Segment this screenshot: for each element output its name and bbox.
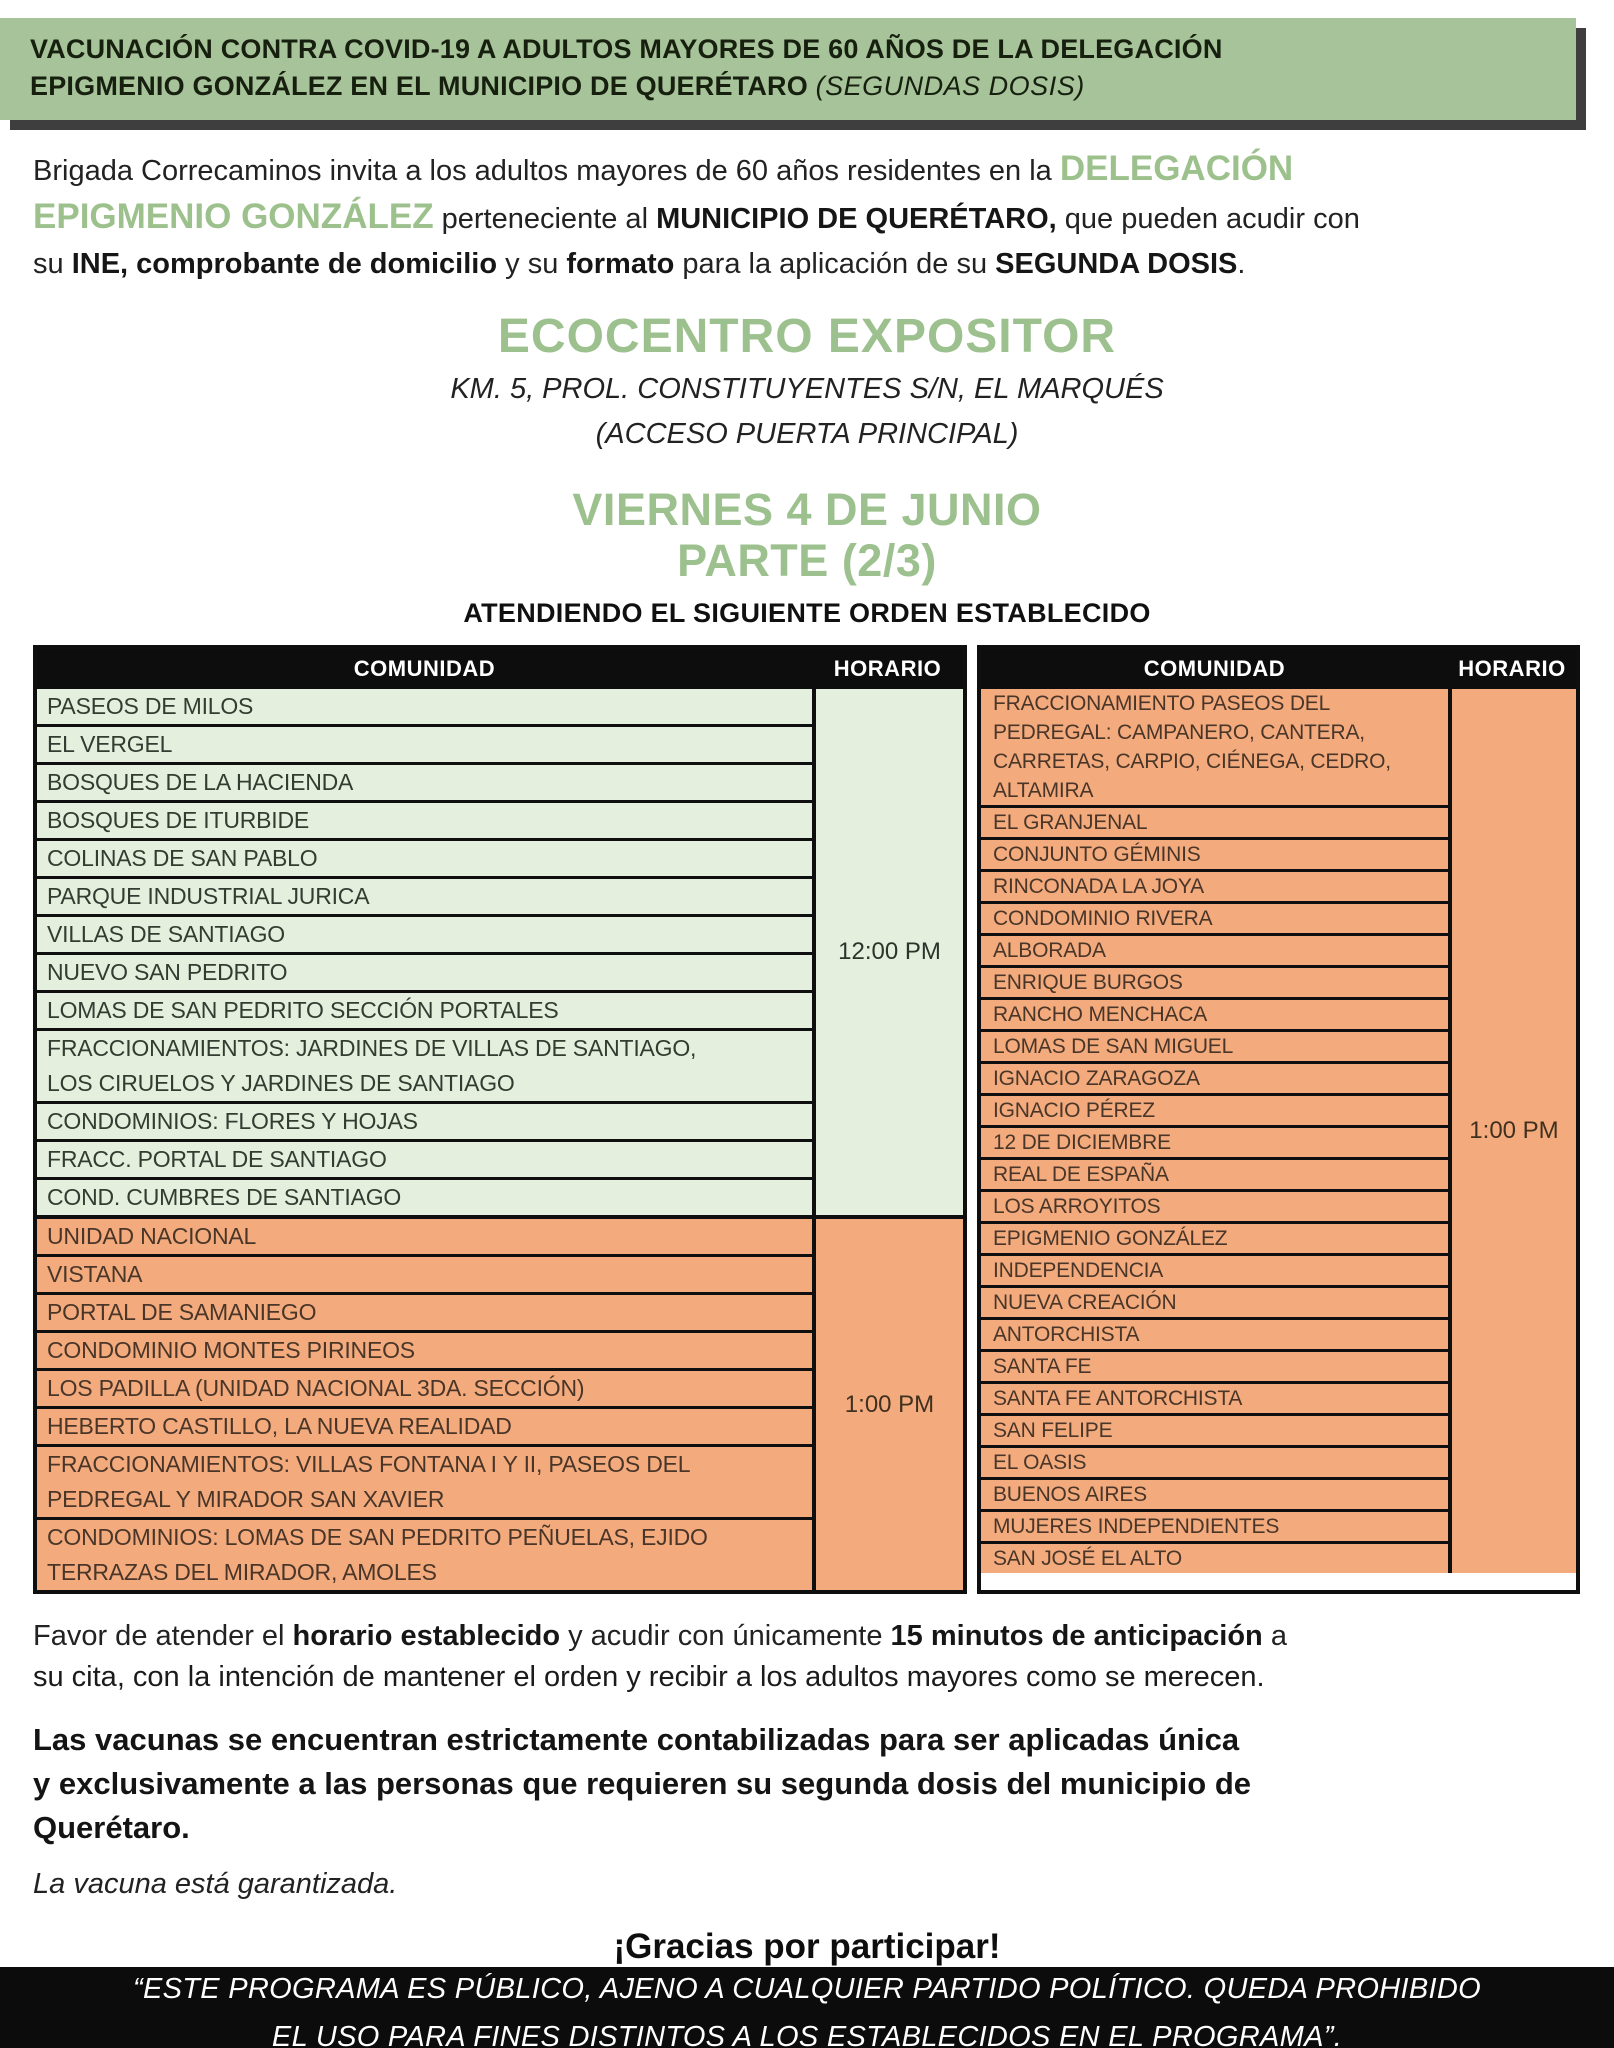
community-name: EPIGMENIO GONZÁLEZ <box>993 1227 1228 1250</box>
table-row <box>981 1192 1448 1224</box>
community-name: ENRIQUE BURGOS <box>993 971 1183 994</box>
intro-bold-segunda-dosis: SEGUNDA DOSIS <box>995 248 1238 280</box>
order-note: ATENDIENDO EL SIGUIENTE ORDEN ESTABLECIDO <box>463 598 1151 628</box>
guarantee-note: La vacuna está garantizada. <box>33 1868 398 1900</box>
table-row <box>37 1371 812 1409</box>
community-name: IGNACIO PÉREZ <box>993 1099 1155 1122</box>
left-header-community: COMUNIDAD <box>353 656 496 681</box>
community-name: SAN JOSÉ EL ALTO <box>993 1547 1182 1570</box>
intro-text: y su <box>497 248 567 280</box>
community-name: BOSQUES DE LA HACIENDA <box>47 769 354 795</box>
intro-line-2 <box>33 194 1584 242</box>
community-name: CARRETAS, CARPIO, CIÉNEGA, CEDRO, <box>993 750 1391 773</box>
table-row <box>981 1096 1448 1128</box>
footer-paragraph-2 <box>33 1718 1584 1850</box>
community-name: LOMAS DE SAN PEDRITO SECCIÓN PORTALES <box>47 997 559 1023</box>
intro-bold-ine: INE, comprobante de domicilio <box>71 248 498 280</box>
community-name: SAN FELIPE <box>993 1419 1113 1442</box>
table-row <box>37 1219 812 1257</box>
right-header-community: COMUNIDAD <box>1143 656 1286 681</box>
table-row <box>37 1031 812 1104</box>
intro-highlight-delegacion: DELEGACIÓN <box>1059 149 1294 188</box>
right-orange-section <box>981 689 1576 1573</box>
table-row <box>981 808 1448 840</box>
community-name: ANTORCHISTA <box>993 1323 1140 1346</box>
community-name: VISTANA <box>47 1261 143 1287</box>
table-row <box>981 1224 1448 1256</box>
date-line2: PARTE (2/3) <box>677 535 937 586</box>
date-line1: VIERNES 4 DE JUNIO <box>572 484 1042 535</box>
community-name: RINCONADA LA JOYA <box>993 875 1204 898</box>
community-name: MUJERES INDEPENDIENTES <box>993 1515 1280 1538</box>
table-row <box>37 1295 812 1333</box>
footer-text: a <box>1262 1620 1287 1652</box>
community-name: HEBERTO CASTILLO, LA NUEVA REALIDAD <box>47 1413 512 1439</box>
table-row <box>37 1257 812 1295</box>
table-row <box>37 1447 812 1520</box>
intro-line-1 <box>33 146 1584 194</box>
table-row <box>981 1416 1448 1448</box>
table-row <box>37 1409 812 1447</box>
community-name: VILLAS DE SANTIAGO <box>47 921 285 947</box>
intro-text: que pueden acudir con <box>1056 203 1360 235</box>
footer-bold-15min: 15 minutos de anticipación <box>890 1620 1263 1652</box>
date-block <box>0 484 1614 586</box>
table-row <box>981 1000 1448 1032</box>
left-green-section <box>37 689 963 1215</box>
community-name: EL GRANJENAL <box>993 811 1148 834</box>
footer-bold-horario: horario establecido <box>292 1620 561 1652</box>
table-row <box>981 1128 1448 1160</box>
left-green-time: 12:00 PM <box>812 689 963 1215</box>
table-row <box>981 840 1448 872</box>
footer-text: Favor de atender el <box>33 1620 293 1652</box>
table-row <box>981 1544 1448 1573</box>
table-row <box>37 727 812 765</box>
legal-line2: EL USO PARA FINES DISTINTOS A LOS ESTABLECIDOS EN EL PROGRAMA”. <box>271 2021 1343 2048</box>
venue-address-line2: (ACCESO PUERTA PRINCIPAL) <box>595 418 1019 450</box>
community-name: IGNACIO ZARAGOZA <box>993 1067 1200 1090</box>
community-name: PORTAL DE SAMANIEGO <box>47 1299 317 1325</box>
community-name: LOS CIRUELOS Y JARDINES DE SANTIAGO <box>47 1070 515 1096</box>
community-name: NUEVO SAN PEDRITO <box>47 959 288 985</box>
table-row <box>981 1480 1448 1512</box>
table-row <box>37 1104 812 1142</box>
table-row <box>37 917 812 955</box>
left-orange-time: 1:00 PM <box>812 1219 963 1590</box>
table-row <box>37 1142 812 1180</box>
table-row <box>981 872 1448 904</box>
left-orange-rows <box>37 1219 812 1590</box>
community-name: BUENOS AIRES <box>993 1483 1147 1506</box>
intro-text: Brigada Correcaminos invita a los adultos mayores de 60 años residentes en la <box>33 155 1060 187</box>
community-name: PARQUE INDUSTRIAL JURICA <box>47 883 370 909</box>
community-name: FRACCIONAMIENTOS: JARDINES DE VILLAS DE SANTIAGO, <box>47 1035 697 1061</box>
right-schedule-table <box>977 645 1580 1594</box>
community-name: RANCHO MENCHACA <box>993 1003 1208 1026</box>
table-row <box>37 1333 812 1371</box>
right-table-header <box>981 649 1576 689</box>
intro-line-3 <box>33 242 1584 287</box>
left-orange-section <box>37 1215 963 1590</box>
table-row <box>981 1512 1448 1544</box>
intro-paragraph <box>33 146 1584 287</box>
table-row <box>981 1352 1448 1384</box>
right-header-schedule: HORARIO <box>1458 656 1566 681</box>
table-row <box>981 1320 1448 1352</box>
community-name: REAL DE ESPAÑA <box>993 1163 1169 1186</box>
footer-paragraph-1 <box>33 1616 1584 1698</box>
table-row <box>981 1448 1448 1480</box>
community-name: 12 DE DICIEMBRE <box>993 1131 1171 1154</box>
thanks-message: ¡Gracias por participar! <box>613 1927 1001 1966</box>
legal-banner <box>0 1967 1614 2048</box>
right-orange-rows <box>981 689 1448 1573</box>
table-row <box>981 1032 1448 1064</box>
community-name: CONDOMINIOS: FLORES Y HOJAS <box>47 1108 418 1134</box>
table-row <box>981 1256 1448 1288</box>
table-row <box>37 993 812 1031</box>
community-name: LOS ARROYITOS <box>993 1195 1161 1218</box>
community-name: PASEOS DE MILOS <box>47 693 254 719</box>
table-row <box>981 1288 1448 1320</box>
community-name: LOMAS DE SAN MIGUEL <box>993 1035 1234 1058</box>
footer-p1-line1 <box>33 1616 1584 1657</box>
table-row <box>37 879 812 917</box>
community-name: EL OASIS <box>993 1451 1087 1474</box>
community-name: CONDOMINIO RIVERA <box>993 907 1213 930</box>
left-schedule-table <box>33 645 967 1594</box>
community-name: TERRAZAS DEL MIRADOR, AMOLES <box>47 1559 437 1585</box>
community-name: COLINAS DE SAN PABLO <box>47 845 318 871</box>
right-orange-time: 1:00 PM <box>1448 689 1576 1573</box>
footer-p2-line2: y exclusivamente a las personas que requieren su segunda dosis del municipio de <box>33 1766 1252 1801</box>
venue-block <box>0 309 1614 454</box>
footer-p2-line1: Las vacunas se encuentran estrictamente contabilizadas para ser aplicadas única <box>33 1722 1240 1757</box>
community-name: FRACC. PORTAL DE SANTIAGO <box>47 1146 387 1172</box>
table-row <box>37 1520 812 1590</box>
community-name: PEDREGAL Y MIRADOR SAN XAVIER <box>47 1486 445 1512</box>
footer-p2-line3: Querétaro. <box>33 1810 190 1845</box>
community-name: NUEVA CREACIÓN <box>993 1291 1177 1314</box>
community-name: FRACCIONAMIENTOS: VILLAS FONTANA I Y II, PASEOS DEL <box>47 1451 691 1477</box>
left-table-header <box>37 649 963 689</box>
community-name: LOS PADILLA (UNIDAD NACIONAL 3DA. SECCIÓN) <box>47 1375 585 1401</box>
table-row <box>37 955 812 993</box>
table-row <box>37 765 812 803</box>
community-name: SANTA FE ANTORCHISTA <box>993 1387 1243 1410</box>
community-name: CONDOMINIOS: LOMAS DE SAN PEDRITO PEÑUELAS, EJIDO <box>47 1524 708 1550</box>
community-name: ALTAMIRA <box>993 779 1094 802</box>
table-row <box>37 689 812 727</box>
intro-bold-formato: formato <box>566 248 675 280</box>
table-row <box>981 968 1448 1000</box>
table-row <box>981 904 1448 936</box>
banner-title-line1: VACUNACIÓN CONTRA COVID-19 A ADULTOS MAYORES DE 60 AÑOS DE LA DELEGACIÓN <box>30 34 1223 64</box>
community-name: SANTA FE <box>993 1355 1092 1378</box>
venue-address-line1: KM. 5, PROL. CONSTITUYENTES S/N, EL MARQUÉS <box>450 373 1164 405</box>
banner-title-line2-bold: EPIGMENIO GONZÁLEZ EN EL MUNICIPIO DE QUERÉTARO <box>30 71 816 101</box>
table-row <box>981 1064 1448 1096</box>
table-row <box>37 803 812 841</box>
community-name: EL VERGEL <box>47 731 173 757</box>
community-name: CONDOMINIO MONTES PIRINEOS <box>47 1337 415 1363</box>
table-row <box>981 1160 1448 1192</box>
table-row <box>37 841 812 879</box>
footer-p1-line2: su cita, con la intención de mantener el orden y recibir a los adultos mayores como se merecen. <box>33 1661 1265 1693</box>
community-name: INDEPENDENCIA <box>993 1259 1164 1282</box>
community-name: PEDREGAL: CAMPANERO, CANTERA, <box>993 721 1365 744</box>
table-row <box>37 1180 812 1215</box>
intro-text: su <box>33 248 72 280</box>
schedule-tables <box>33 645 1614 1594</box>
table-row <box>981 689 1448 808</box>
community-name: FRACCIONAMIENTO PASEOS DEL <box>993 692 1331 715</box>
venue-name: ECOCENTRO EXPOSITOR <box>497 310 1117 363</box>
intro-text: perteneciente al <box>433 203 657 235</box>
intro-text: para la aplicación de su <box>674 248 996 280</box>
community-name: CONJUNTO GÉMINIS <box>993 843 1201 866</box>
legal-line1: “ESTE PROGRAMA ES PÚBLICO, AJENO A CUALQUIER PARTIDO POLÍTICO. QUEDA PROHIBIDO <box>133 1973 1481 2005</box>
footer-text: y acudir con únicamente <box>560 1620 891 1652</box>
community-name: ALBORADA <box>993 939 1106 962</box>
table-row <box>981 1384 1448 1416</box>
title-banner <box>0 18 1576 120</box>
banner-title-line2 <box>30 68 1542 105</box>
community-name: COND. CUMBRES DE SANTIAGO <box>47 1184 402 1210</box>
intro-bold-municipio: MUNICIPIO DE QUERÉTARO, <box>656 203 1057 235</box>
table-row <box>981 936 1448 968</box>
banner-title-line2-italic: (SEGUNDAS DOSIS) <box>815 71 1085 101</box>
community-name: BOSQUES DE ITURBIDE <box>47 807 310 833</box>
left-green-rows <box>37 689 812 1215</box>
intro-text: . <box>1237 248 1246 280</box>
left-header-schedule: HORARIO <box>833 656 942 681</box>
intro-highlight-epigmenio: EPIGMENIO GONZÁLEZ <box>33 197 434 236</box>
community-name: UNIDAD NACIONAL <box>47 1223 257 1249</box>
